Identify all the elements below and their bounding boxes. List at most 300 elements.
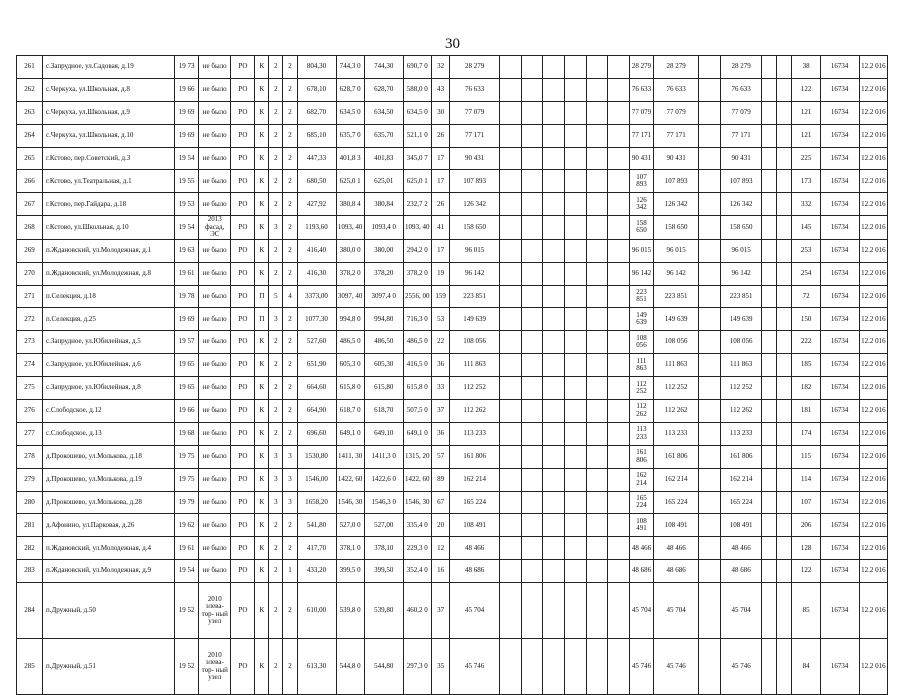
- cell-mat: РО: [231, 377, 255, 400]
- table-row: [17, 422, 888, 445]
- cell-empty: [521, 78, 543, 101]
- cell-empty: [762, 101, 777, 124]
- cell-a: 253: [792, 239, 820, 262]
- cell-s1: 1530,80: [297, 445, 336, 468]
- cell-n: 267: [17, 193, 43, 216]
- housing-register-table: [16, 55, 888, 695]
- cell-st: не было: [198, 377, 231, 400]
- cell-c4: 112 262: [721, 399, 762, 422]
- cell-empty: [543, 285, 565, 308]
- cell-fl: 2: [269, 514, 283, 537]
- cell-empty: [699, 377, 721, 400]
- cell-s1: 696,60: [297, 422, 336, 445]
- cell-c3: 111 863: [653, 354, 699, 377]
- cell-c4: 107 893: [721, 170, 762, 193]
- cell-fl: 3: [269, 445, 283, 468]
- cell-empty: [586, 491, 608, 514]
- cell-c2: 45 746: [630, 639, 654, 695]
- cell-s1: 1077,30: [297, 308, 336, 331]
- cell-s3: 994,80: [364, 308, 403, 331]
- cell-c2: 111 863: [630, 354, 654, 377]
- cell-n: 264: [17, 124, 43, 147]
- cell-c1: 96 142: [450, 262, 500, 285]
- cell-empty: [699, 331, 721, 354]
- cell-c1: 108 056: [450, 331, 500, 354]
- cell-empty: [565, 445, 587, 468]
- cell-empty: [608, 491, 630, 514]
- cell-empty: [608, 422, 630, 445]
- cell-en: 3: [283, 468, 297, 491]
- cell-s3: 744,30: [364, 56, 403, 79]
- cell-c3: 45 746: [653, 639, 699, 695]
- cell-s5: 26: [431, 124, 449, 147]
- cell-mat: РО: [231, 170, 255, 193]
- cell-c1: 223 851: [450, 285, 500, 308]
- cell-empty: [699, 78, 721, 101]
- cell-c1: 28 279: [450, 56, 500, 79]
- cell-n: 285: [17, 639, 43, 695]
- cell-fl: 2: [269, 537, 283, 560]
- cell-empty: [586, 308, 608, 331]
- cell-c3: 77 171: [653, 124, 699, 147]
- cell-s3: 625,01: [364, 170, 403, 193]
- cell-empty: [586, 78, 608, 101]
- cell-a: 222: [792, 331, 820, 354]
- cell-a: 173: [792, 170, 820, 193]
- table-row: [17, 491, 888, 514]
- cell-c2: 90 431: [630, 147, 654, 170]
- cell-s5: 43: [431, 78, 449, 101]
- cell-empty: [521, 262, 543, 285]
- cell-empty: [565, 537, 587, 560]
- cell-s2: 634,5 0: [336, 101, 364, 124]
- cell-addr: п.Дружный, д.50: [43, 583, 175, 639]
- cell-d: 12.2 016: [859, 56, 887, 79]
- cell-empty: [500, 639, 522, 695]
- cell-empty: [521, 468, 543, 491]
- cell-st: не было: [198, 491, 231, 514]
- cell-empty: [586, 537, 608, 560]
- cell-empty: [521, 216, 543, 240]
- cell-c4: 126 342: [721, 193, 762, 216]
- cell-c3: 162 214: [653, 468, 699, 491]
- cell-empty: [608, 445, 630, 468]
- cell-empty: [777, 377, 792, 400]
- cell-c1: 126 342: [450, 193, 500, 216]
- table-row: [17, 170, 888, 193]
- cell-empty: [521, 491, 543, 514]
- cell-s2: 635,7 0: [336, 124, 364, 147]
- cell-a: 122: [792, 78, 820, 101]
- cell-b: 16734: [820, 331, 859, 354]
- cell-empty: [699, 639, 721, 695]
- cell-empty: [699, 56, 721, 79]
- cell-en: 2: [283, 262, 297, 285]
- cell-s5: 12: [431, 537, 449, 560]
- cell-empty: [500, 78, 522, 101]
- cell-d: 12.2 016: [859, 639, 887, 695]
- cell-empty: [543, 216, 565, 240]
- cell-mat: РО: [231, 285, 255, 308]
- cell-empty: [500, 560, 522, 583]
- table-row: [17, 537, 888, 560]
- cell-c1: 45 704: [450, 583, 500, 639]
- cell-fl: 2: [269, 239, 283, 262]
- cell-c2: 96 142: [630, 262, 654, 285]
- table-row: [17, 639, 888, 695]
- cell-empty: [699, 583, 721, 639]
- cell-empty: [699, 147, 721, 170]
- cell-empty: [500, 101, 522, 124]
- cell-addr: п.Ждановский, ул.Молодежная, д.1: [43, 239, 175, 262]
- cell-empty: [543, 56, 565, 79]
- cell-empty: [543, 468, 565, 491]
- cell-n: 276: [17, 399, 43, 422]
- cell-empty: [543, 560, 565, 583]
- cell-en: 2: [283, 639, 297, 695]
- cell-c1: 45 746: [450, 639, 500, 695]
- cell-s4: 1422, 60: [403, 468, 431, 491]
- cell-empty: [565, 377, 587, 400]
- cell-c2: 77 171: [630, 124, 654, 147]
- cell-w: К: [255, 639, 269, 695]
- cell-yr: 19 69: [175, 308, 199, 331]
- cell-empty: [543, 147, 565, 170]
- cell-c4: 113 233: [721, 422, 762, 445]
- cell-en: 2: [283, 399, 297, 422]
- cell-c4: 149 639: [721, 308, 762, 331]
- cell-w: К: [255, 331, 269, 354]
- cell-s2: 544,8 0: [336, 639, 364, 695]
- cell-addr: д.Прокошево, ул.Молькова, д.19: [43, 468, 175, 491]
- cell-s4: 1315, 20: [403, 445, 431, 468]
- cell-fl: 2: [269, 331, 283, 354]
- cell-empty: [699, 560, 721, 583]
- cell-st: не было: [198, 422, 231, 445]
- cell-empty: [699, 354, 721, 377]
- cell-st: 2013 фасад, ЭС: [198, 216, 231, 240]
- cell-empty: [543, 78, 565, 101]
- cell-en: 2: [283, 331, 297, 354]
- cell-empty: [762, 514, 777, 537]
- cell-c1: 161 806: [450, 445, 500, 468]
- cell-mat: РО: [231, 101, 255, 124]
- cell-st: не было: [198, 124, 231, 147]
- cell-b: 16734: [820, 399, 859, 422]
- cell-s4: 588,0 0: [403, 78, 431, 101]
- cell-c3: 48 686: [653, 560, 699, 583]
- cell-empty: [762, 422, 777, 445]
- cell-c2: 161 806: [630, 445, 654, 468]
- cell-empty: [777, 560, 792, 583]
- cell-c1: 76 633: [450, 78, 500, 101]
- cell-c3: 223 851: [653, 285, 699, 308]
- cell-a: 181: [792, 399, 820, 422]
- cell-c4: 108 056: [721, 331, 762, 354]
- cell-empty: [543, 422, 565, 445]
- cell-en: 2: [283, 422, 297, 445]
- cell-empty: [500, 491, 522, 514]
- cell-mat: РО: [231, 56, 255, 79]
- cell-empty: [543, 262, 565, 285]
- cell-c4: 77 171: [721, 124, 762, 147]
- cell-empty: [762, 124, 777, 147]
- cell-fl: 5: [269, 285, 283, 308]
- cell-c2: 76 633: [630, 78, 654, 101]
- cell-s5: 33: [431, 377, 449, 400]
- cell-w: К: [255, 491, 269, 514]
- cell-empty: [777, 399, 792, 422]
- cell-empty: [608, 78, 630, 101]
- cell-empty: [586, 124, 608, 147]
- cell-s2: 615,8 0: [336, 377, 364, 400]
- cell-c4: 45 746: [721, 639, 762, 695]
- cell-addr: с.Черкуха, ул.Школьная, д.9: [43, 101, 175, 124]
- cell-empty: [565, 422, 587, 445]
- cell-yr: 19 66: [175, 78, 199, 101]
- cell-empty: [543, 124, 565, 147]
- table-row: [17, 377, 888, 400]
- cell-empty: [565, 124, 587, 147]
- cell-d: 12.2 016: [859, 560, 887, 583]
- cell-c2: 48 466: [630, 537, 654, 560]
- table-row: [17, 445, 888, 468]
- cell-s3: 649,10: [364, 422, 403, 445]
- cell-mat: РО: [231, 445, 255, 468]
- cell-addr: п.Ждановский, ул.Молодежная, д.8: [43, 262, 175, 285]
- cell-n: 270: [17, 262, 43, 285]
- cell-b: 16734: [820, 285, 859, 308]
- cell-empty: [565, 308, 587, 331]
- cell-w: К: [255, 422, 269, 445]
- cell-s1: 541,80: [297, 514, 336, 537]
- cell-a: 115: [792, 445, 820, 468]
- cell-b: 16734: [820, 445, 859, 468]
- cell-s3: 539,80: [364, 583, 403, 639]
- cell-empty: [565, 239, 587, 262]
- cell-addr: д.Прокошево, ул.Молькова, д.28: [43, 491, 175, 514]
- cell-d: 12.2 016: [859, 468, 887, 491]
- cell-empty: [777, 56, 792, 79]
- cell-c1: 149 639: [450, 308, 500, 331]
- cell-empty: [565, 56, 587, 79]
- cell-empty: [521, 583, 543, 639]
- cell-s1: 664,60: [297, 377, 336, 400]
- cell-addr: п.Ждановский, ул.Молодежная, д.9: [43, 560, 175, 583]
- cell-d: 12.2 016: [859, 239, 887, 262]
- cell-c4: 48 686: [721, 560, 762, 583]
- cell-s4: 416,5 0: [403, 354, 431, 377]
- cell-c1: 107 893: [450, 170, 500, 193]
- cell-empty: [565, 262, 587, 285]
- cell-fl: 2: [269, 78, 283, 101]
- cell-w: К: [255, 560, 269, 583]
- cell-empty: [762, 537, 777, 560]
- cell-en: 2: [283, 308, 297, 331]
- cell-c1: 111 863: [450, 354, 500, 377]
- cell-s1: 664,90: [297, 399, 336, 422]
- cell-d: 12.2 016: [859, 537, 887, 560]
- cell-st: не было: [198, 560, 231, 583]
- cell-empty: [608, 285, 630, 308]
- cell-empty: [777, 262, 792, 285]
- cell-en: 2: [283, 537, 297, 560]
- cell-empty: [762, 308, 777, 331]
- cell-d: 12.2 016: [859, 399, 887, 422]
- cell-c3: 45 704: [653, 583, 699, 639]
- cell-s3: 399,50: [364, 560, 403, 583]
- cell-empty: [586, 422, 608, 445]
- cell-w: К: [255, 170, 269, 193]
- cell-c3: 48 466: [653, 537, 699, 560]
- cell-empty: [699, 537, 721, 560]
- cell-c1: 96 015: [450, 239, 500, 262]
- cell-addr: д.Прокошево, ул.Молькова, д.18: [43, 445, 175, 468]
- cell-st: 2010 элева- тор- ный узел: [198, 583, 231, 639]
- cell-fl: 2: [269, 377, 283, 400]
- cell-s3: 628,70: [364, 78, 403, 101]
- cell-addr: г.Кстово, пер.Советский, д.3: [43, 147, 175, 170]
- cell-fl: 2: [269, 193, 283, 216]
- cell-empty: [608, 514, 630, 537]
- cell-fl: 3: [269, 491, 283, 514]
- cell-en: 2: [283, 124, 297, 147]
- cell-d: 12.2 016: [859, 491, 887, 514]
- cell-s4: 634,5 0: [403, 101, 431, 124]
- table-row: [17, 56, 888, 79]
- cell-addr: п.Селекция, д.18: [43, 285, 175, 308]
- cell-w: К: [255, 445, 269, 468]
- cell-w: П: [255, 285, 269, 308]
- cell-empty: [586, 147, 608, 170]
- cell-yr: 19 66: [175, 399, 199, 422]
- cell-s1: 527,60: [297, 331, 336, 354]
- cell-addr: с.Запрудное, ул.Юбилейная, д.8: [43, 377, 175, 400]
- cell-empty: [565, 78, 587, 101]
- cell-empty: [608, 308, 630, 331]
- cell-c3: 112 262: [653, 399, 699, 422]
- cell-empty: [608, 56, 630, 79]
- cell-c1: 165 224: [450, 491, 500, 514]
- cell-b: 16734: [820, 468, 859, 491]
- cell-a: 182: [792, 377, 820, 400]
- cell-d: 12.2 016: [859, 514, 887, 537]
- cell-empty: [521, 331, 543, 354]
- cell-empty: [586, 285, 608, 308]
- cell-st: не было: [198, 399, 231, 422]
- cell-c3: 76 633: [653, 78, 699, 101]
- cell-s4: 521,1 0: [403, 124, 431, 147]
- cell-empty: [762, 491, 777, 514]
- cell-s1: 1658,20: [297, 491, 336, 514]
- cell-empty: [762, 399, 777, 422]
- cell-a: 121: [792, 101, 820, 124]
- cell-d: 12.2 016: [859, 583, 887, 639]
- cell-empty: [565, 639, 587, 695]
- cell-a: 121: [792, 124, 820, 147]
- cell-empty: [777, 422, 792, 445]
- cell-s3: 634,50: [364, 101, 403, 124]
- cell-empty: [777, 170, 792, 193]
- cell-yr: 19 79: [175, 491, 199, 514]
- cell-mat: РО: [231, 514, 255, 537]
- cell-b: 16734: [820, 491, 859, 514]
- cell-empty: [699, 445, 721, 468]
- cell-empty: [699, 193, 721, 216]
- cell-a: 38: [792, 56, 820, 79]
- cell-s2: 539,8 0: [336, 583, 364, 639]
- cell-empty: [521, 56, 543, 79]
- cell-empty: [777, 583, 792, 639]
- cell-s1: 3373,00: [297, 285, 336, 308]
- cell-s2: 527,0 0: [336, 514, 364, 537]
- cell-empty: [762, 583, 777, 639]
- cell-c2: 149 639: [630, 308, 654, 331]
- cell-yr: 19 61: [175, 537, 199, 560]
- cell-yr: 19 52: [175, 583, 199, 639]
- cell-n: 266: [17, 170, 43, 193]
- cell-a: 185: [792, 354, 820, 377]
- cell-s5: 35: [431, 639, 449, 695]
- cell-empty: [608, 331, 630, 354]
- cell-empty: [500, 399, 522, 422]
- cell-a: 107: [792, 491, 820, 514]
- cell-empty: [500, 445, 522, 468]
- cell-c3: 161 806: [653, 445, 699, 468]
- cell-en: 3: [283, 491, 297, 514]
- cell-b: 16734: [820, 514, 859, 537]
- cell-s4: 345,0 7: [403, 147, 431, 170]
- cell-empty: [586, 262, 608, 285]
- cell-empty: [586, 331, 608, 354]
- cell-s4: 1546, 30: [403, 491, 431, 514]
- cell-empty: [762, 262, 777, 285]
- cell-empty: [500, 422, 522, 445]
- cell-empty: [608, 583, 630, 639]
- cell-fl: 2: [269, 583, 283, 639]
- cell-fl: 3: [269, 216, 283, 240]
- cell-empty: [777, 537, 792, 560]
- cell-en: 3: [283, 445, 297, 468]
- cell-s2: 605,3 0: [336, 354, 364, 377]
- cell-n: 280: [17, 491, 43, 514]
- cell-empty: [586, 216, 608, 240]
- cell-empty: [565, 101, 587, 124]
- cell-w: К: [255, 101, 269, 124]
- cell-c2: 77 079: [630, 101, 654, 124]
- cell-empty: [521, 377, 543, 400]
- cell-empty: [521, 124, 543, 147]
- cell-b: 16734: [820, 193, 859, 216]
- cell-d: 12.2 016: [859, 422, 887, 445]
- cell-empty: [608, 239, 630, 262]
- cell-a: 150: [792, 308, 820, 331]
- cell-st: не было: [198, 354, 231, 377]
- cell-empty: [543, 491, 565, 514]
- cell-en: 2: [283, 147, 297, 170]
- cell-c3: 113 233: [653, 422, 699, 445]
- table-row: [17, 101, 888, 124]
- cell-w: К: [255, 537, 269, 560]
- cell-empty: [608, 262, 630, 285]
- cell-en: 2: [283, 514, 297, 537]
- cell-n: 284: [17, 583, 43, 639]
- cell-empty: [543, 331, 565, 354]
- cell-empty: [762, 377, 777, 400]
- cell-s1: 678,10: [297, 78, 336, 101]
- table-row: [17, 193, 888, 216]
- cell-n: 283: [17, 560, 43, 583]
